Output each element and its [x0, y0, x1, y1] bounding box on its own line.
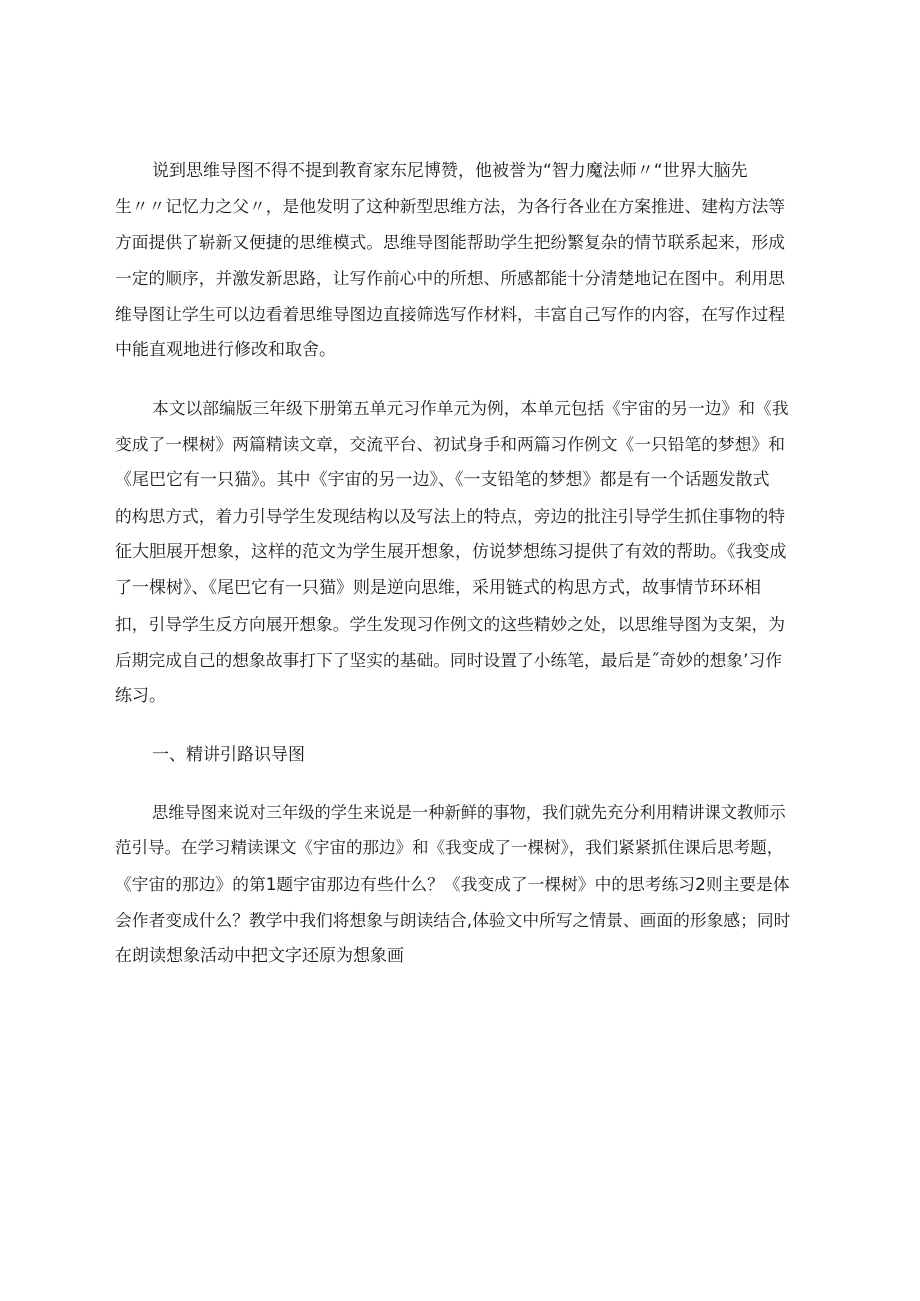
paragraph-line: 《尾巴它有一只猫》。其中《宇宙的另一边》、《一支铅笔的梦想》都是有一个话题发散式 — [115, 470, 770, 490]
paragraph-line: 的构思方式，着力引导学生发现结构以及写法上的特点，旁边的批注引导学生抓住事物的特 — [115, 506, 786, 526]
paragraph-line: 说到思维导图不得不提到教育家东尼博赞，他被誉为“智力魔法师〃“世界大脑先 — [152, 161, 748, 181]
paragraph-line: 在朗读想象活动中把文字还原为想象画 — [115, 946, 404, 966]
paragraph-line: 征大胆展开想象，这样的范文为学生展开想象，仿说梦想练习提供了有效的帮助。《我变成 — [115, 542, 787, 562]
paragraph-line: 扣，引导学生反方向展开想象。学生发现习作例文的这些精妙之处，以思维导图为支架，为 — [115, 614, 786, 634]
paragraph-line: 本文以部编版三年级下册第五单元习作单元为例，本单元包括《宇宙的另一边》和《我 — [152, 398, 789, 418]
paragraph-line: 《宇宙的那边》的第1题宇宙那边有些什么？《我变成了一棵树》中的思考练习2则主要是体 — [115, 874, 790, 894]
paragraph-line: 会作者变成什么？教学中我们将想象与朗读结合,体验文中所写之情景、画面的形象感；同时 — [115, 910, 791, 930]
paragraph-line: 方面提供了崭新又便捷的思维模式。思维导图能帮助学生把纷繁复杂的情节联系起来，形成 — [115, 232, 786, 252]
paragraph-line: 维导图让学生可以边看着思维导图边直接筛选写作材料，丰富自己写作的内容，在写作过程 — [115, 304, 786, 324]
paragraph-line: 一定的顺序，并激发新思路，让写作前心中的所想、所感都能十分清楚地记在图中。利用思 — [115, 268, 786, 288]
paragraph-line: 范引导。在学习精读课文《宇宙的那边》和《我变成了一棵树》，我们紧紧抓住课后思考题， — [115, 838, 784, 857]
paragraph-line: 生〃〃记忆力之父〃，是他发明了这种新型思维方法，为各行各业在方案推进、建构方法等 — [115, 196, 786, 216]
paragraph-line: 中能直观地进行修改和取舍。 — [115, 340, 336, 360]
paragraph-line: 了一棵树》、《尾巴它有一只猫》则是逆向思维，采用链式的构思方式，故事情节环环相 — [115, 578, 761, 598]
section-heading: 一、精讲引路识导图 — [152, 745, 305, 765]
paragraph-line: 变成了一棵树》两篇精读文章，交流平台、初试身手和两篇习作例文《一只铅笔的梦想》和 — [115, 434, 786, 454]
paragraph-line: 后期完成自己的想象故事打下了坚实的基础。同时设置了小练笔，最后是˝奇妙的想象’习作 — [115, 650, 782, 670]
paragraph-line: 练习。 — [115, 686, 166, 706]
paragraph-line: 思维导图来说对三年级的学生来说是一种新鲜的事物，我们就先充分利用精讲课文教师示 — [152, 803, 786, 822]
